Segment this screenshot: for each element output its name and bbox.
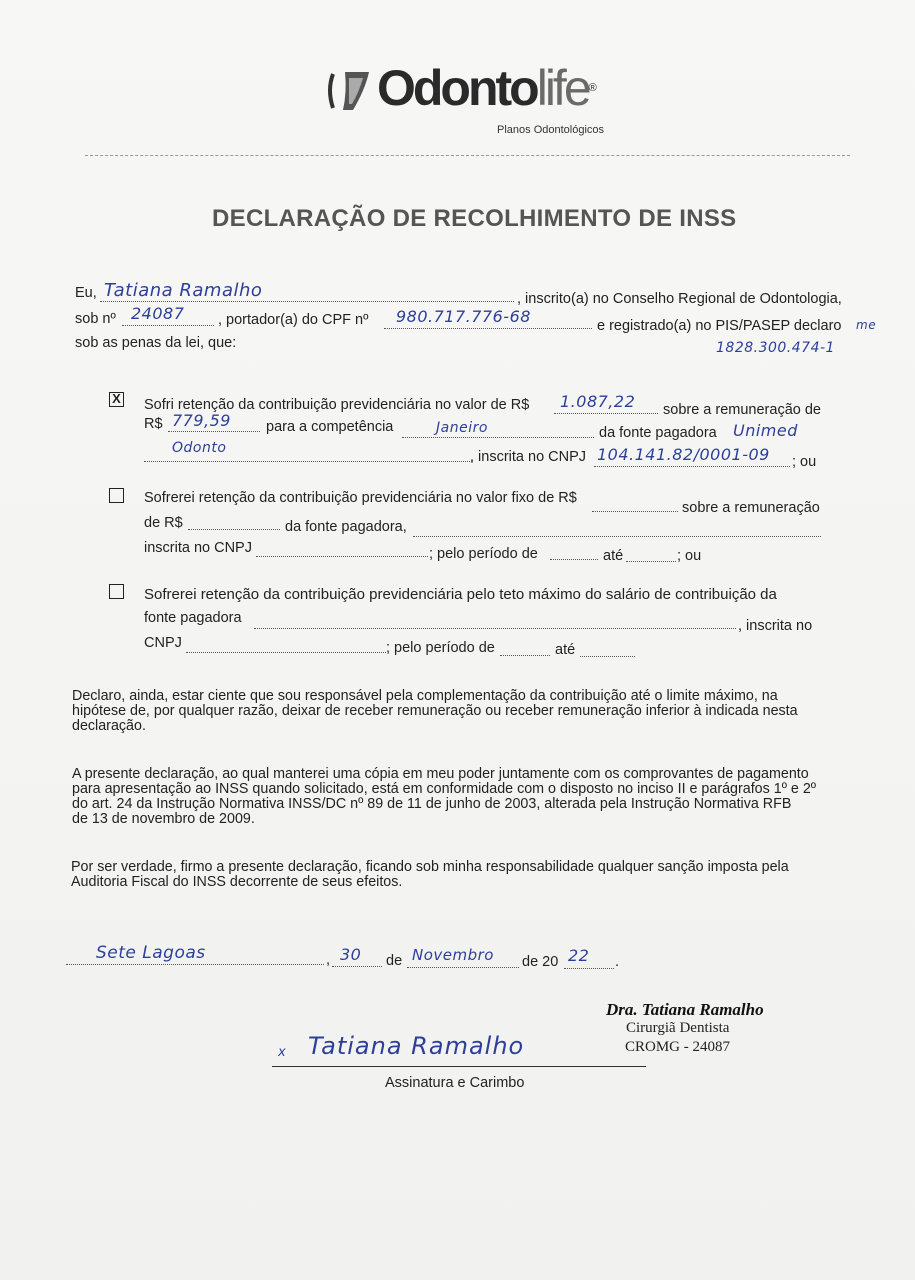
city-value: Sete Lagoas <box>96 943 206 963</box>
option2-periodo-line <box>550 559 598 560</box>
option1-cnpj-line <box>594 466 790 467</box>
option2-valor-line <box>592 511 678 512</box>
option3-text1: Sofrerei retenção da contribuição previdenciária pelo teto máximo do salário de contribuição da <box>144 586 777 603</box>
option1-cnpj-value: 104.141.82/0001-09 <box>597 445 770 464</box>
year-value: 22 <box>568 946 590 965</box>
day-line <box>332 966 382 967</box>
intro-sob-no: sob nº <box>75 311 116 327</box>
month-value: Novembro <box>412 946 494 964</box>
date-comma: , <box>326 952 331 968</box>
paragraph-declaro: Declaro, ainda, estar ciente que sou responsável pela complementação da contribuição até o limite máximo, na hipótese de, por qualquer razão, deixar de receber remuneração ou receber remuneração inferior à indicada nesta declaração. <box>72 688 798 734</box>
signature-label: Assinatura e Carimbo <box>385 1075 525 1091</box>
option1-ou: ; ou <box>792 454 817 470</box>
brand-tagline: Planos Odontológicos <box>497 124 605 136</box>
tooth-logo-icon <box>325 70 373 112</box>
city-line <box>66 964 324 965</box>
option2-de-rs: de R$ <box>144 515 183 531</box>
option1-valor-line <box>554 413 658 414</box>
brand-name: Odontolife® <box>377 60 597 116</box>
option2-remuneracao-line <box>188 529 280 530</box>
option1-cnpj-label: , inscrita no CNPJ <box>470 449 587 465</box>
declaro-suffix: me <box>856 318 877 332</box>
option2-cnpj: inscrita no CNPJ <box>144 540 252 556</box>
option1-competencia-value: Janeiro <box>436 420 488 436</box>
stamp-cro: CROMG - 24087 <box>625 1039 731 1055</box>
option1-competencia: para a competência <box>266 419 394 435</box>
option1-fonte2-line <box>144 461 472 462</box>
option1-fonte: da fonte pagadora <box>599 425 717 441</box>
option3-ate: até <box>555 642 576 658</box>
signature-scribble: Tatiana Ramalho <box>308 1032 525 1060</box>
option2-fonte-line <box>413 536 821 537</box>
option3-fonte-line <box>254 628 736 629</box>
option3-cnpj: CNPJ <box>144 635 182 651</box>
stamp-name: Dra. Tatiana Ramalho <box>606 1000 764 1019</box>
option3-inscrita: , inscrita no <box>738 618 813 634</box>
cro-field-value: 24087 <box>131 304 185 323</box>
intro-eu: Eu, <box>75 285 97 301</box>
option2-ou: ; ou <box>677 548 702 564</box>
day-value: 30 <box>340 945 362 964</box>
option1-checkbox[interactable]: X <box>109 392 124 407</box>
option3-periodo: ; pelo período de <box>386 640 495 656</box>
cpf-field-line <box>384 328 592 329</box>
option2-checkbox[interactable] <box>109 488 124 503</box>
month-line <box>407 967 519 968</box>
intro-registrado: e registrado(a) no PIS/PASEP declaro <box>597 318 842 334</box>
paragraph-verdade: Por ser verdade, firmo a presente declaração, ficando sob minha responsabilidade qualquer sanção imposta pela Auditoria Fiscal do INSS decorrente de seus efeitos. <box>71 859 789 890</box>
option1-rs: R$ <box>144 416 163 432</box>
option3-fonte: fonte pagadora <box>144 610 242 626</box>
option2-text1: Sofrerei retenção da contribuição previdenciária no valor fixo de R$ <box>144 490 577 506</box>
option1-fonte-value: Unimed <box>733 421 798 440</box>
paragraph-presente: A presente declaração, ao qual manterei uma cópia em meu poder juntamente com os comprovantes de pagamento para apresentação ao INSS quando solicitado, está em conformidade com o disposto no inciso II e parágrafos 1º e 2º do art. 24 da Instrução Normativa INSS/DC nº 89 de 11 de junho de 2003, alterada pela Instrução Normativa RFB de 13 de novembro de 2009. <box>72 766 816 827</box>
header-divider <box>85 155 850 156</box>
option1-fonte2-value: Odonto <box>172 440 227 456</box>
date-de1: de <box>386 953 403 969</box>
option1-text1: Sofri retenção da contribuição previdenciária no valor de R$ <box>144 397 530 413</box>
option3-cnpj-line <box>186 652 386 653</box>
option1-text2: sobre a remuneração de <box>663 402 821 418</box>
cro-field-line <box>122 325 214 326</box>
option1-competencia-line <box>402 437 594 438</box>
date-de2: de 20 <box>522 954 559 970</box>
option3-ate-line <box>580 656 635 657</box>
option2-text2: sobre a remuneração <box>682 500 820 516</box>
option3-periodo-line <box>500 655 550 656</box>
option1-remuneracao-value: 779,59 <box>172 411 231 430</box>
name-field-value: Tatiana Ramalho <box>104 280 263 301</box>
odontolife-logo <box>325 58 625 138</box>
option2-fonte: da fonte pagadora, <box>285 519 407 535</box>
signature-line <box>272 1066 646 1067</box>
cpf-field-value: 980.717.776-68 <box>396 307 531 326</box>
stamp-role: Cirurgiã Dentista <box>626 1020 730 1036</box>
intro-inscrito: , inscrito(a) no Conselho Regional de Odontologia, <box>517 291 842 307</box>
option1-valor-value: 1.087,22 <box>560 392 636 411</box>
option2-ate: até <box>603 548 624 564</box>
option2-ate-line <box>626 561 676 562</box>
option2-periodo: ; pelo período de <box>429 546 538 562</box>
signature-x: x <box>278 1045 287 1060</box>
year-line <box>564 968 614 969</box>
pis-field-value: 1828.300.474-1 <box>716 340 835 356</box>
intro-penas: sob as penas da lei, que: <box>75 335 237 351</box>
option2-cnpj-line <box>256 556 428 557</box>
intro-portador: , portador(a) do CPF nº <box>218 312 369 328</box>
date-period: . <box>615 954 620 970</box>
option3-checkbox[interactable] <box>109 584 124 599</box>
document-title: DECLARAÇÃO DE RECOLHIMENTO DE INSS <box>212 205 737 232</box>
name-field-line <box>100 301 514 302</box>
option1-remuneracao-line <box>168 431 260 432</box>
